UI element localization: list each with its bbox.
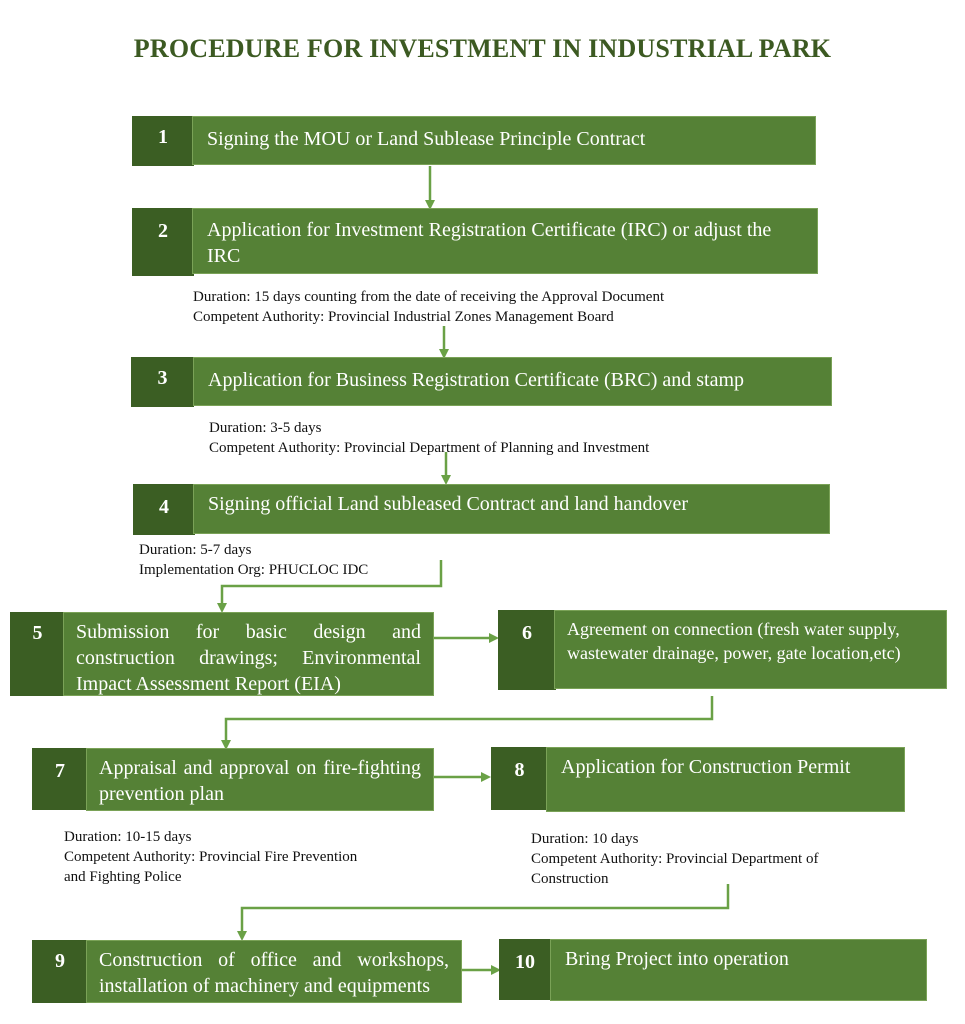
step-number-badge: 1 [132,116,194,166]
step-text: Signing official Land subleased Contract and land handover [193,484,830,534]
duration-note: Duration: 5-7 days [139,542,252,558]
duration-note: Duration: 10-15 days [64,829,192,845]
step-2 [132,208,818,276]
authority-note-cont: and Fighting Police [64,869,182,885]
step-7 [32,748,434,811]
page-title: PROCEDURE FOR INVESTMENT IN INDUSTRIAL PARK [133,34,832,63]
step-number-badge: 8 [491,747,548,810]
duration-note: Duration: 10 days [531,831,639,847]
implementation-org-note: Implementation Org: PHUCLOC IDC [139,562,369,578]
step-text: Appraisal and approval on fire-fighting prevention plan [86,748,434,811]
step-9 [32,940,462,1003]
authority-note-cont: Construction [531,871,609,887]
duration-note: Duration: 15 days counting from the date of receiving the Approval Document [193,289,665,305]
step-7-notes [64,827,357,887]
step-text: Application for Construction Permit [546,747,905,812]
authority-note: Competent Authority: Provincial Fire Prevention [64,849,358,865]
step-8 [491,747,905,812]
step-number-badge: 10 [499,939,551,1000]
step-number-badge: 3 [131,357,194,407]
step-text: Application for Business Registration Certificate (BRC) and stamp [193,357,832,406]
step-text: Construction of office and workshops, installation of machinery and equipments [86,940,462,1003]
step-5 [10,612,434,696]
step-2-notes [193,287,664,327]
step-text: Application for Investment Registration Certificate (IRC) or adjust the IRC [192,208,818,274]
arrow-6-to-7 [226,696,712,745]
arrow-8-to-9 [242,884,728,936]
step-text: Bring Project into operation [550,939,927,1001]
authority-note: Competent Authority: Provincial Department of [531,851,819,867]
step-number-badge: 5 [10,612,65,696]
authority-note: Competent Authority: Provincial Industrial Zones Management Board [193,309,614,325]
step-number-badge: 9 [32,940,88,1003]
step-4-notes [139,540,368,580]
step-number-badge: 2 [132,208,194,276]
step-3-notes [209,418,649,458]
authority-note: Competent Authority: Provincial Department of Planning and Investment [209,440,650,456]
step-8-notes [531,829,818,889]
step-number-badge: 6 [498,610,556,690]
duration-note: Duration: 3-5 days [209,420,322,436]
step-1 [132,116,816,166]
step-number-badge: 7 [32,748,88,810]
step-text: Submission for basic design and construction drawings; Environmental Impact Assessment Report (EIA) [63,612,434,696]
step-text: Agreement on connection (fresh water supply, wastewater drainage, power, gate location,etc) [554,610,947,689]
step-4 [133,484,830,535]
step-6 [498,610,947,690]
step-text: Signing the MOU or Land Sublease Principle Contract [192,116,816,165]
step-10 [499,939,927,1001]
step-number-badge: 4 [133,484,195,535]
step-3 [131,357,832,407]
